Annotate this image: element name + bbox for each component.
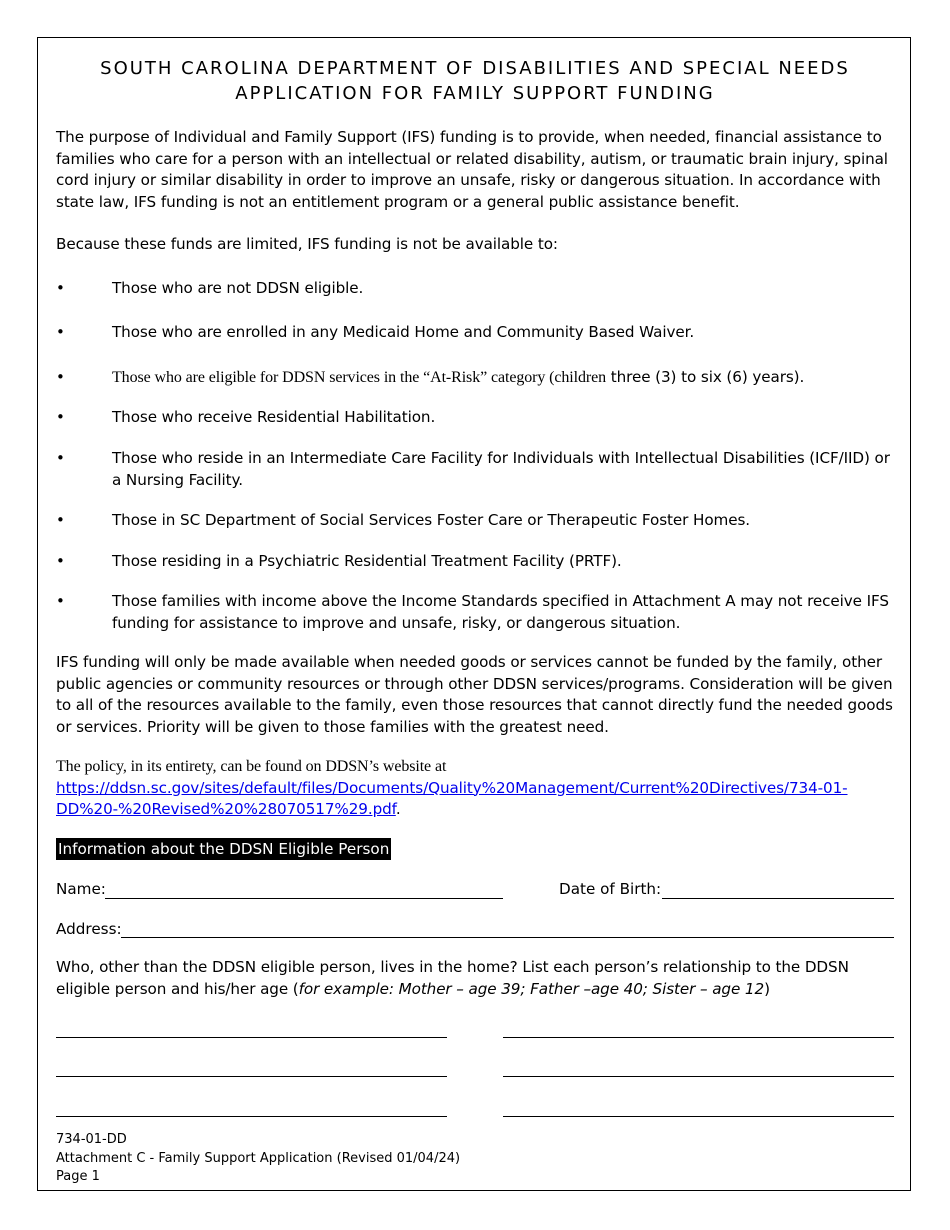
household-field[interactable] <box>56 1037 447 1038</box>
bullet-item: Those who are enrolled in any Medicaid Home and Community Based Waiver. <box>112 323 695 341</box>
policy-link[interactable] <box>56 779 848 819</box>
dob-field[interactable] <box>662 898 894 899</box>
bullet-marker: • <box>56 323 65 341</box>
address-label: Address: <box>56 920 122 938</box>
intro-paragraph: The purpose of Individual and Family Support (IFS) funding is to provide, when needed, financial assistance to families who care for a person with an intellectual or related disability, autism, or traumatic brain injury, spinal cord injury or similar disability in order to improve an unsafe, risky or dangerous situation. In accordance with state law, IFS funding is not an entitlement program or a general public assistance benefit. <box>56 128 888 211</box>
bullet-item-tail: three (3) to six (6) years). <box>606 368 805 386</box>
bullet-marker: • <box>56 511 65 529</box>
agency-title: SOUTH CAROLINA DEPARTMENT OF DISABILITIES AND SPECIAL NEEDS <box>100 58 850 79</box>
household-field[interactable] <box>503 1076 894 1077</box>
bullet-marker: • <box>56 279 65 297</box>
household-field[interactable] <box>503 1116 894 1117</box>
form-title: APPLICATION FOR FAMILY SUPPORT FUNDING <box>235 83 715 104</box>
household-field[interactable] <box>56 1116 447 1117</box>
household-field[interactable] <box>56 1076 447 1077</box>
availability-paragraph: IFS funding will only be made available when needed goods or services cannot be funded by the family, other public agencies or community resources or through other DDSN services/programs. Consideration will be given to all of the resources available to the family, even those resources that cannot directly fund the needed goods or services. Priority will be given to those families with the greatest need. <box>56 653 893 736</box>
bullet-marker: • <box>56 449 65 467</box>
bullet-marker: • <box>56 552 65 570</box>
limited-intro: Because these funds are limited, IFS funding is not be available to: <box>56 235 558 253</box>
policy-text: The policy, in its entirety, can be found on DDSN’s website at <box>56 758 447 775</box>
policy-paragraph <box>56 756 896 821</box>
bullet-item: Those who receive Residential Habilitation. <box>112 408 436 426</box>
bullet-item: Those who are not DDSN eligible. <box>112 279 364 297</box>
bullet-item: Those residing in a Psychiatric Residential Treatment Facility (PRTF). <box>112 552 622 570</box>
bullet-item: Those families with income above the Income Standards specified in Attachment A may not receive IFS funding for assistance to improve and unsafe, risky, or dangerous situation. <box>112 592 889 632</box>
household-question-line1: Who, other than the DDSN eligible person, lives in the home? List each person’s relationship to the DDSN <box>56 958 849 976</box>
name-label: Name: <box>56 880 106 898</box>
section-heading: Information about the DDSN Eligible Person <box>58 840 390 858</box>
policy-period: . <box>395 800 401 818</box>
bullet-marker: • <box>56 592 65 610</box>
bullet-marker: • <box>56 368 65 386</box>
bullet-marker: • <box>56 408 65 426</box>
dob-label: Date of Birth: <box>559 880 662 898</box>
bullet-item-serif: Those who are eligible for DDSN services in the “At-Risk” category (children <box>112 369 607 386</box>
footer-attachment: Attachment C - Family Support Application (Revised 01/04/24) <box>56 1151 461 1166</box>
household-question <box>56 957 896 1000</box>
bullet-item: Those who reside in an Intermediate Care Facility for Individuals with Intellectual Disabilities (ICF/IID) or a Nursing Facility. <box>112 449 890 489</box>
name-field[interactable] <box>105 898 503 899</box>
household-example: for example: Mother – age 39; Father –age 40; Sister – age 12 <box>298 979 765 998</box>
household-question-line2: eligible person and his/her age ( <box>56 979 299 998</box>
bullet-item <box>112 367 902 389</box>
bullet-item: Those in SC Department of Social Services Foster Care or Therapeutic Foster Homes. <box>112 511 750 529</box>
footer-code: 734-01-DD <box>56 1132 127 1147</box>
household-close: ) <box>764 979 770 998</box>
policy-link-line2: DD%20-%20Revised%20%28070517%29.pdf <box>56 800 396 818</box>
policy-link-line1: https://ddsn.sc.gov/sites/default/files/Documents/Quality%20Management/Current%20Directives/734-01- <box>56 778 848 797</box>
footer-page: Page 1 <box>56 1169 100 1184</box>
address-field[interactable] <box>121 937 894 938</box>
household-field[interactable] <box>503 1037 894 1038</box>
